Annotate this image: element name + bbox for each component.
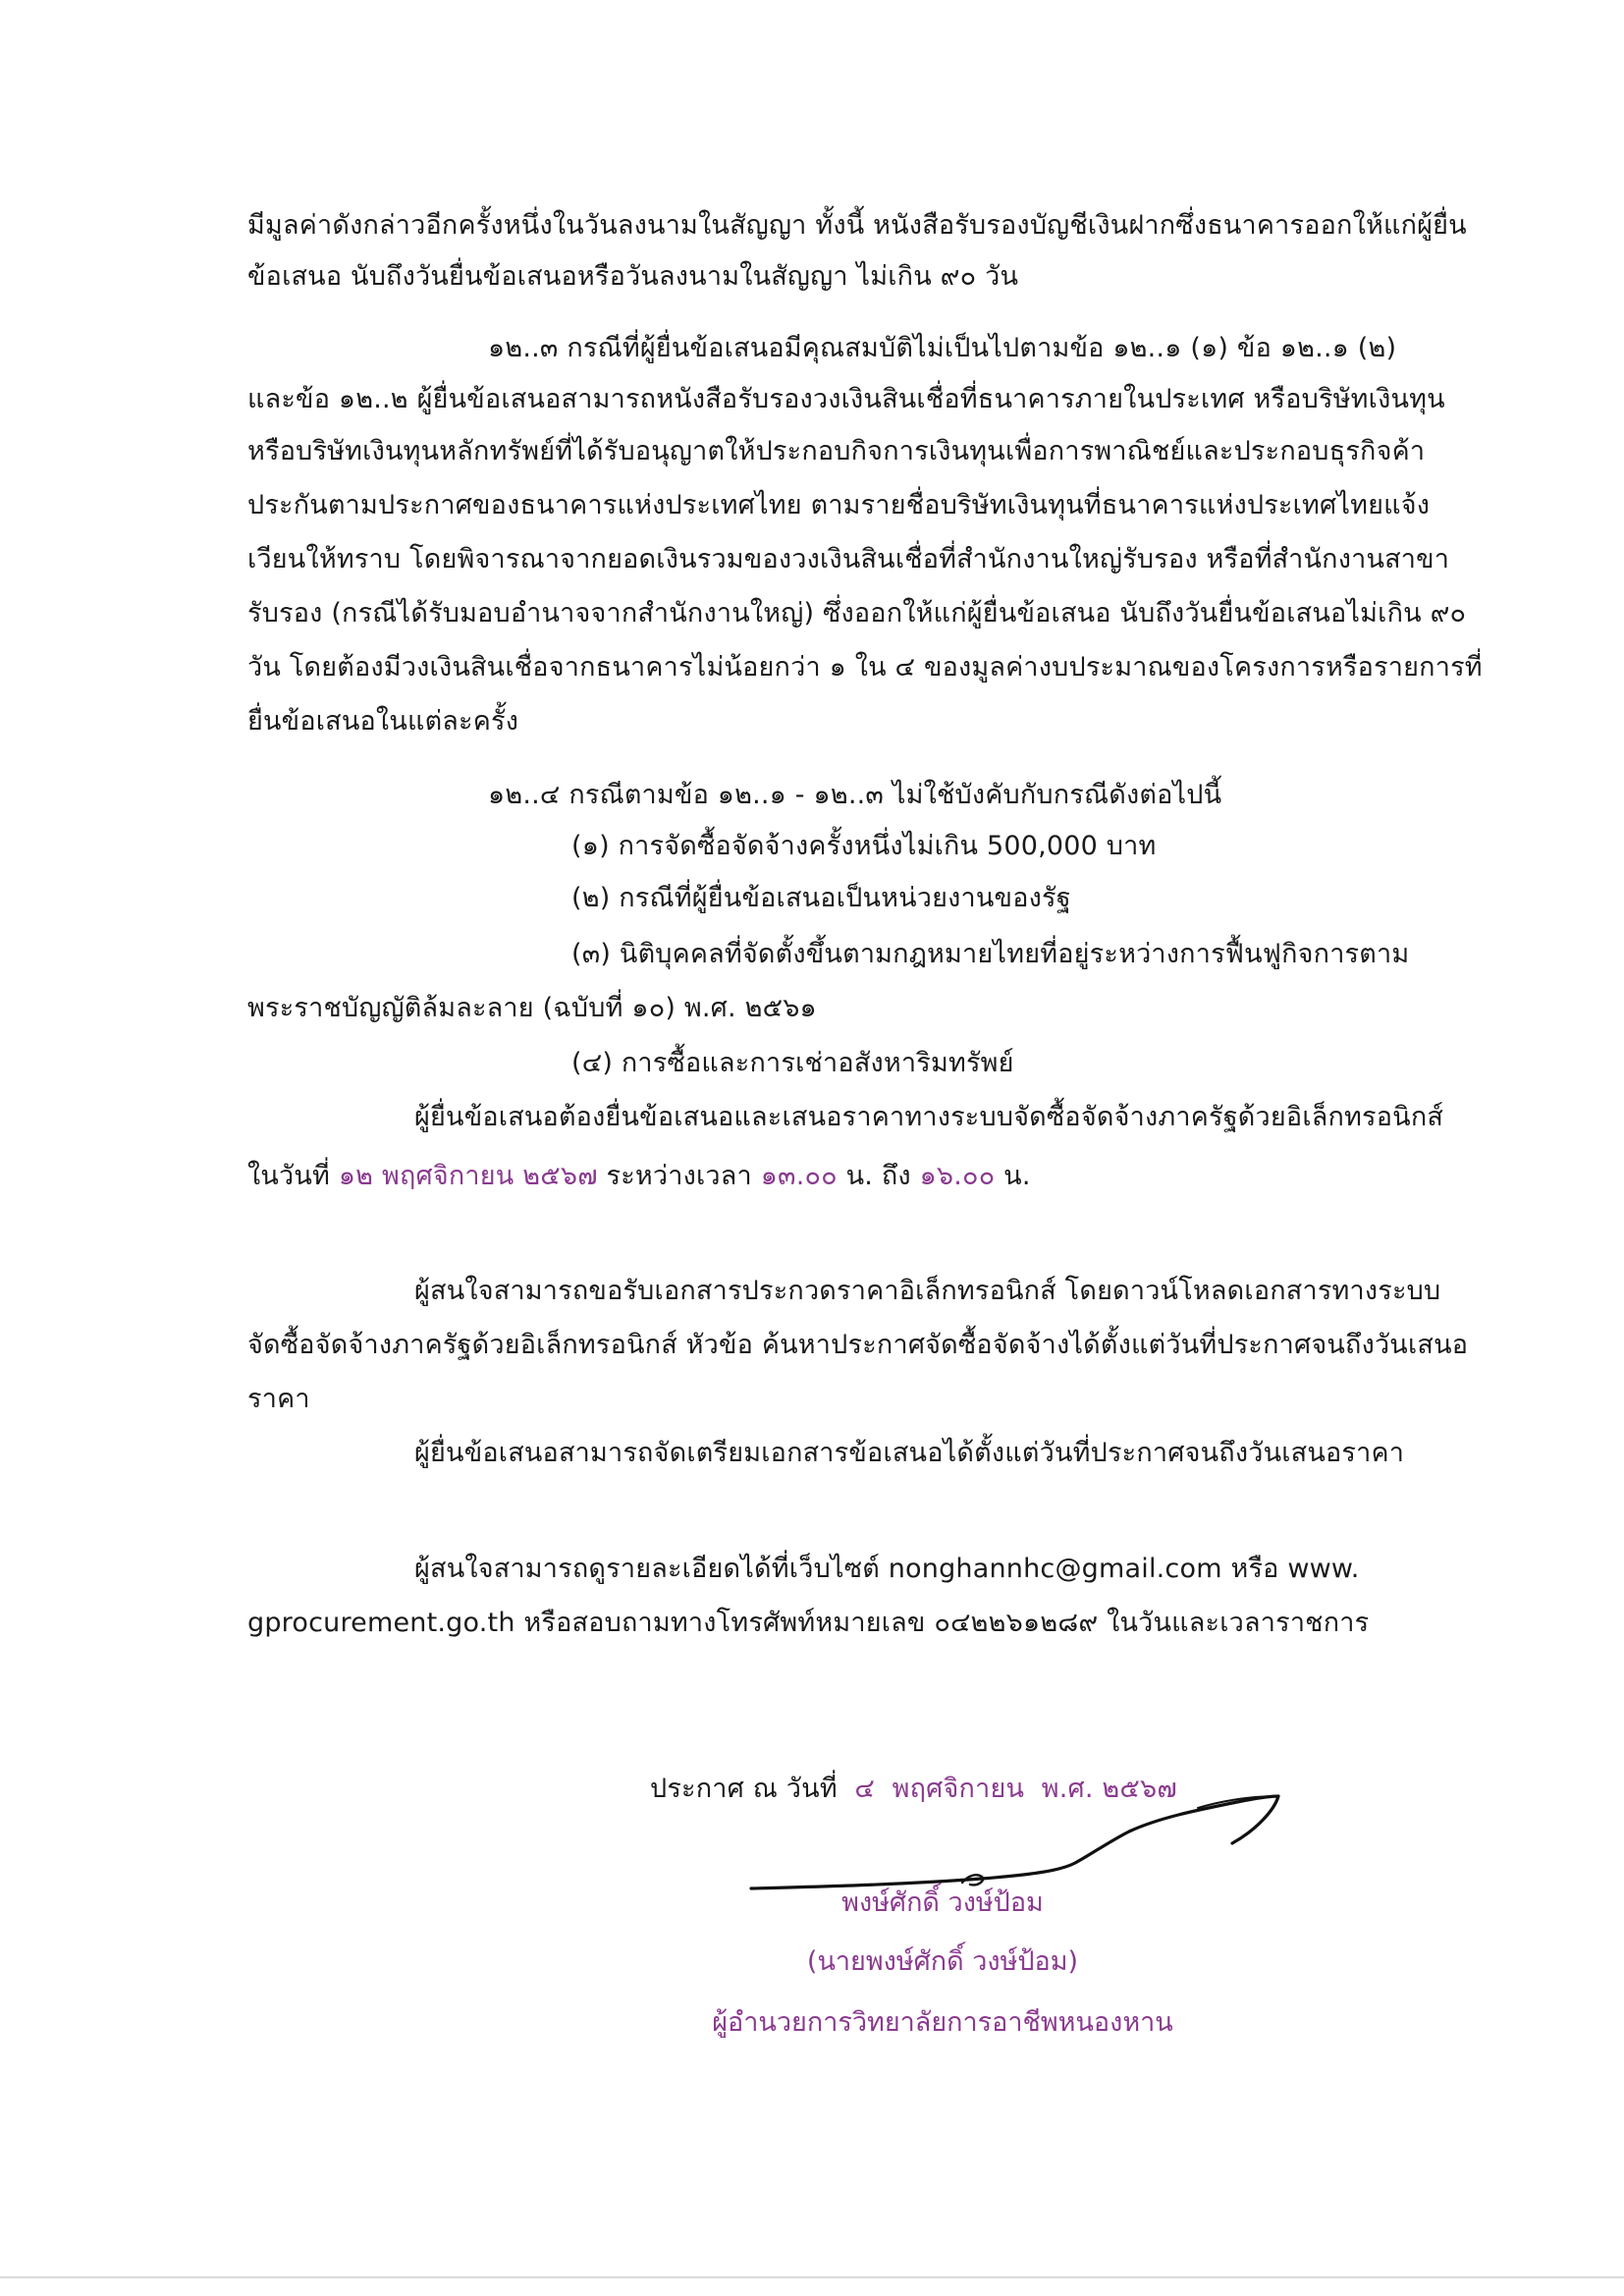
body-line-6: ประกันตามประกาศของธนาคารแห่งประเทศไทย ตามรายชื่อบริษัทเงินทุนที่ธนาคารแห่งประเทศไทยแจ้ง (247, 490, 1431, 520)
contact-line-2: gprocurement.go.th หรือสอบถามทางโทรศัพท์หมายเลข ๐๔๒๒๖๑๒๘๙ ในวันและเวลาราชการ (247, 1608, 1370, 1638)
end-time: ๑๖.๐๐ (919, 1161, 996, 1191)
body-line-9: วัน โดยต้องมีวงเงินสินเชื่อจากธนาคารไม่น้อยกว่า ๑ ใน ๔ ของมูลค่างบประมาณของโครงการหรือรายการที่ (247, 652, 1483, 683)
body-line-10: ยื่นข้อเสนอในแต่ละครั้ง (247, 706, 519, 737)
signatory-position: ผู้อำนวยการวิทยาลัยการอาชีพหนองหาน (712, 2007, 1173, 2038)
body-line-4: และข้อ ๑๒..๒ ผู้ยื่นข้อเสนอสามารถหนังสือรับรองวงเงินสินเชื่อที่ธนาคารภายในประเทศ หรือบริษัทเงินทุน (247, 384, 1445, 414)
list-item-4: (๔) การซื้อและการเช่าอสังหาริมทรัพย์ (571, 1048, 1014, 1078)
list-item-3: (๓) นิติบุคคลที่จัดตั้งขึ้นตามกฎหมายไทยที่อยู่ระหว่างการฟื้นฟูกิจการตาม (571, 939, 1410, 969)
submission-date-line (247, 1157, 1031, 1196)
clause-12-3-heading: ๑๒..๓ กรณีที่ผู้ยื่นข้อเสนอมีคุณสมบัติไม่เป็นไปตามข้อ ๑๒..๑ (๑) ข้อ ๑๒..๑ (๒) (488, 333, 1397, 363)
contact-paragraph: ผู้สนใจสามารถดูรายละเอียดได้ที่เว็บไซต์ nonghannhc@gmail.com หรือ www. (414, 1554, 1360, 1584)
announcement-era: พ.ศ. (1041, 1774, 1094, 1804)
time-suffix: น. (995, 1161, 1031, 1191)
submission-paragraph: ผู้ยื่นข้อเสนอต้องยื่นข้อเสนอและเสนอราคาทางระบบจัดซื้อจัดจ้างภาครัฐด้วยอิเล็กทรอนิกส์ (414, 1102, 1444, 1132)
body-line-8: รับรอง (กรณีได้รับมอบอำนาจจากสำนักงานใหญ่) ซึ่งออกให้แก่ผู้ยื่นข้อเสนอ นับถึงวันยื่นข้อเสนอไม่เกิน ๙๐ (247, 598, 1467, 629)
download-paragraph: ผู้สนใจสามารถขอรับเอกสารประกวดราคาอิเล็กทรอนิกส์ โดยดาวน์โหลดเอกสารทางระบบ (414, 1276, 1441, 1306)
body-line-5: หรือบริษัทเงินทุนหลักทรัพย์ที่ได้รับอนุญาตให้ประกอบกิจการเงินทุนเพื่อการพาณิชย์และประกอบธุรกิจค้า (247, 436, 1426, 466)
preparation-paragraph: ผู้ยื่นข้อเสนอสามารถจัดเตรียมเอกสารข้อเสนอได้ตั้งแต่วันที่ประกาศจนถึงวันเสนอราคา (414, 1438, 1405, 1468)
signatory-name: พงษ์ศักดิ์ วงษ์ป้อม (841, 1887, 1044, 1918)
download-line-2: จัดซื้อจัดจ้างภาครัฐด้วยอิเล็กทรอนิกส์ หัวข้อ ค้นหาประกาศจัดซื้อจัดจ้างได้ตั้งแต่วันที่ประกาศจนถึงวันเสนอ (247, 1330, 1469, 1360)
list-item-2: (๒) กรณีที่ผู้ยื่นข้อเสนอเป็นหน่วยงานของรัฐ (571, 883, 1071, 913)
scan-edge-divider (0, 2276, 1624, 2278)
time-separator: น. ถึง (837, 1161, 920, 1191)
announcement-day: ๔ (854, 1774, 876, 1804)
date-prefix: ในวันที่ (247, 1161, 339, 1191)
announcement-month: พฤศจิกายน (892, 1774, 1025, 1804)
list-item-1: (๑) การจัดซื้อจัดจ้างครั้งหนึ่งไม่เกิน 500,000 บาท (571, 831, 1157, 861)
body-line-1: มีมูลค่าดังกล่าวอีกครั้งหนึ่งในวันลงนามในสัญญา ทั้งนี้ หนังสือรับรองบัญชีเงินฝากซึ่งธนาคารออกให้แก่ผู้ยื่น (247, 210, 1467, 241)
signatory-full-name: (นายพงษ์ศักดิ์ วงษ์ป้อม) (806, 1946, 1079, 1977)
submission-date: ๑๒ พฤศจิกายน ๒๕๖๗ (338, 1161, 598, 1191)
list-item-3-continued: พระราชบัญญัติล้มละลาย (ฉบับที่ ๑๐) พ.ศ. ๒๕๖๑ (247, 993, 817, 1023)
start-time: ๑๓.๐๐ (760, 1161, 838, 1191)
clause-12-4-heading: ๑๒..๔ กรณีตามข้อ ๑๒..๑ - ๑๒..๓ ไม่ใช้บังคับกับกรณีดังต่อไปนี้ (488, 780, 1222, 810)
announcement-label: ประกาศ ณ วันที่ (650, 1774, 838, 1804)
body-line-2: ข้อเสนอ นับถึงวันยื่นข้อเสนอหรือวันลงนามในสัญญา ไม่เกิน ๙๐ วัน (247, 261, 1019, 292)
announcement-year: ๒๕๖๗ (1102, 1774, 1177, 1804)
download-line-3: ราคา (247, 1384, 310, 1414)
body-line-7: เวียนให้ทราบ โดยพิจารณาจากยอดเงินรวมของวงเงินสินเชื่อที่สำนักงานใหญ่รับรอง หรือที่สำนักงานสาขา (247, 544, 1450, 574)
time-prefix: ระหว่างเวลา (597, 1161, 761, 1191)
